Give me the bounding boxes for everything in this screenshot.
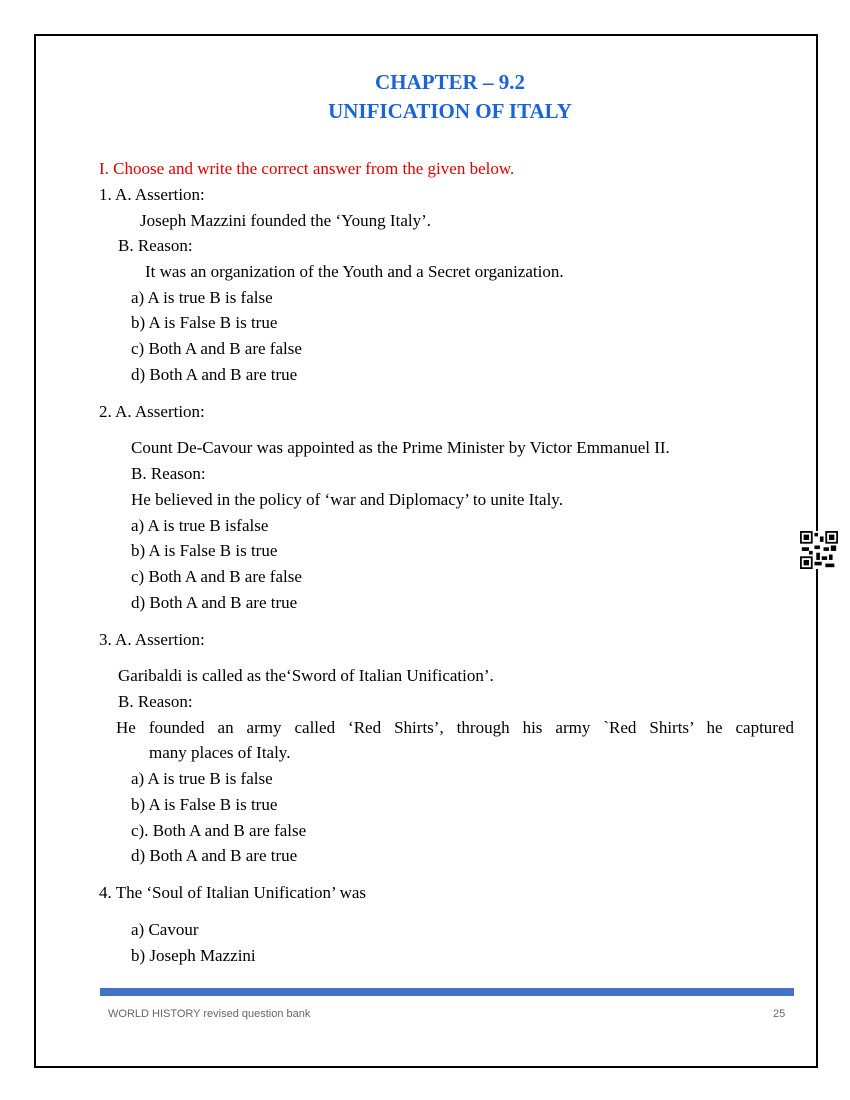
q2-option: d) Both A and B are true: [131, 593, 298, 612]
q1-option: a) A is true B is false: [131, 288, 273, 307]
q1-option: b) A is False B is true: [131, 313, 278, 332]
q2-reason-label: B. Reason:: [131, 464, 206, 483]
instruction: I. Choose and write the correct answer from the given below.: [99, 159, 515, 178]
footer-rule: [100, 988, 794, 996]
footer-title: WORLD HISTORY revised question bank: [108, 1008, 311, 1020]
q1-assertion-label: 1. A. Assertion:: [99, 185, 205, 204]
q3-option: a) A is true B is false: [131, 769, 273, 788]
q3-option: b) A is False B is true: [131, 795, 278, 814]
q4-option: b) Joseph Mazzini: [131, 946, 256, 965]
q3-reason-text-cont: many places of Italy.: [149, 743, 291, 762]
q3-assertion-text: Garibaldi is called as the‘Sword of Italian Unification’.: [118, 666, 494, 685]
q2-option: c) Both A and B are false: [131, 567, 302, 586]
q3-option: d) Both A and B are true: [131, 846, 298, 865]
q1-assertion-text: Joseph Mazzini founded the ‘Young Italy’.: [140, 211, 432, 230]
q2-assertion-text: Count De-Cavour was appointed as the Prime Minister by Victor Emmanuel II.: [131, 438, 670, 457]
q1-reason-text: It was an organization of the Youth and a Secret organization.: [145, 262, 564, 281]
q2-option: a) A is true B isfalse: [131, 516, 269, 535]
q3-reason-label: B. Reason:: [118, 692, 193, 711]
q4-question: 4. The ‘Soul of Italian Unification’ was: [99, 883, 367, 902]
q3-assertion-label: 3. A. Assertion:: [99, 630, 205, 649]
q2-option: b) A is False B is true: [131, 541, 278, 560]
q4-option: a) Cavour: [131, 920, 199, 939]
page-number: 25: [773, 1008, 786, 1020]
q3-option: c). Both A and B are false: [131, 821, 307, 840]
q3-reason-text: He founded an army called ‘Red Shirts’, through his army `Red Shirts’ he captured: [116, 718, 794, 737]
chapter-number: CHAPTER – 9.2: [375, 70, 525, 94]
chapter-title: UNIFICATION OF ITALY: [328, 99, 572, 123]
q1-option: d) Both A and B are true: [131, 365, 298, 384]
q1-option: c) Both A and B are false: [131, 339, 302, 358]
q2-assertion-label: 2. A. Assertion:: [99, 402, 205, 421]
q2-reason-text: He believed in the policy of ‘war and Diplomacy’ to unite Italy.: [131, 490, 563, 509]
qr-code-icon: [800, 531, 838, 569]
q1-reason-label: B. Reason:: [118, 236, 193, 255]
